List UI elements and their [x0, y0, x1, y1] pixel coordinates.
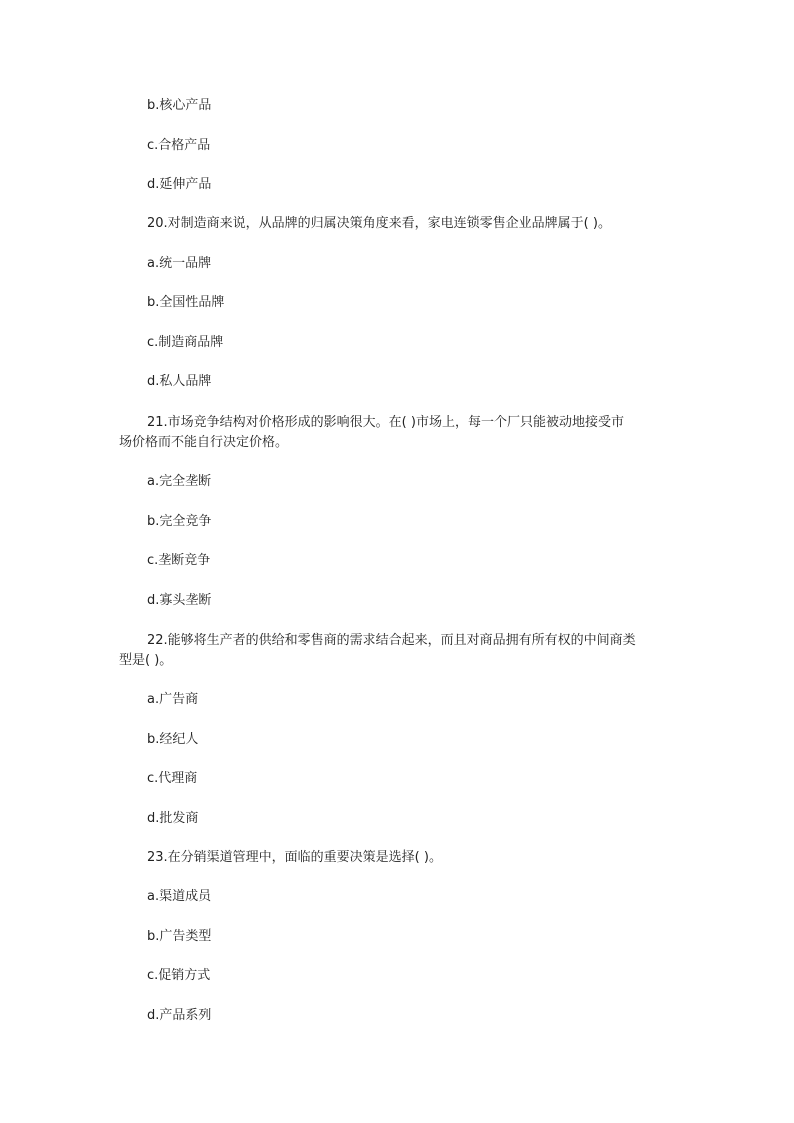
q22-option-b: b.经纪人 — [147, 732, 199, 747]
q22-stem-line2: 型是( )。 — [119, 653, 173, 668]
q23-option-d: d.产品系列 — [147, 1008, 212, 1023]
q21-option-c: c.垄断竞争 — [147, 553, 211, 568]
q21-stem-line2: 场价格而不能自行决定价格。 — [119, 435, 289, 450]
q19-option-d: d.延伸产品 — [147, 177, 212, 192]
q22-option-c: c.代理商 — [147, 771, 198, 786]
q19-option-b: b.核心产品 — [147, 98, 212, 113]
q21-option-b: b.完全竞争 — [147, 514, 212, 529]
q23-option-a: a.渠道成员 — [147, 889, 212, 904]
q23-stem: 23.在分销渠道管理中，面临的重要决策是选择( )。 — [147, 850, 442, 865]
q20-option-a: a.统一品牌 — [147, 256, 212, 271]
q20-option-c: c.制造商品牌 — [147, 335, 224, 350]
q23-option-b: b.广告类型 — [147, 929, 212, 944]
q21-option-d: d.寡头垄断 — [147, 593, 212, 608]
q22-option-a: a.广告商 — [147, 692, 199, 707]
q19-option-c: c.合格产品 — [147, 138, 211, 153]
q20-option-d: d.私人品牌 — [147, 374, 212, 389]
q22-stem-line1: 22.能够将生产者的供给和零售商的需求结合起来，而且对商品拥有所有权的中间商类 — [147, 633, 636, 648]
q23-option-c: c.促销方式 — [147, 968, 211, 983]
q20-option-b: b.全国性品牌 — [147, 295, 225, 310]
q21-option-a: a.完全垄断 — [147, 474, 212, 489]
q21-stem-line1: 21.市场竞争结构对价格形成的影响很大。在( )市场上，每一个厂只能被动地接受市 — [147, 415, 624, 430]
q22-option-d: d.批发商 — [147, 811, 199, 826]
q20-stem: 20.对制造商来说，从品牌的归属决策角度来看，家电连锁零售企业品牌属于( )。 — [147, 216, 611, 231]
